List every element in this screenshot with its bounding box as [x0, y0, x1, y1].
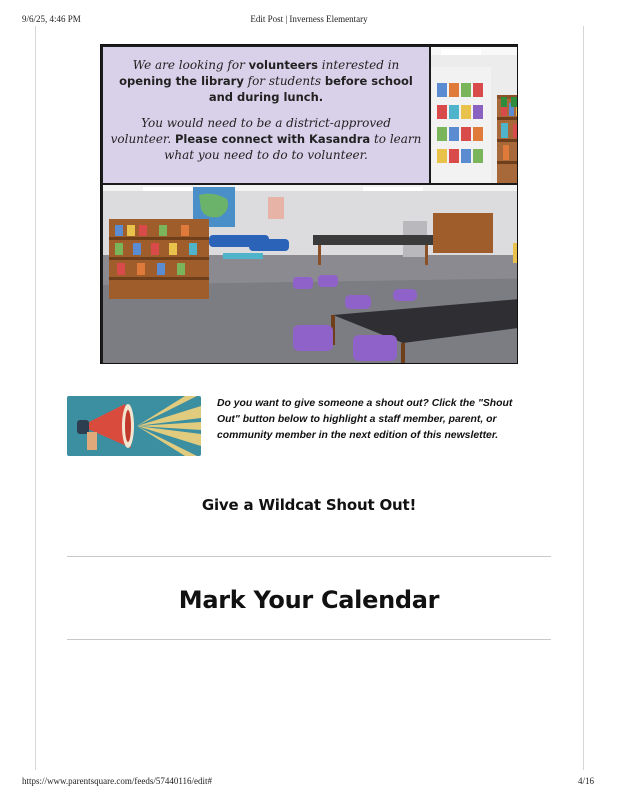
- library-room-photo: [103, 185, 518, 363]
- divider-top: [67, 556, 551, 557]
- divider-bottom: [67, 639, 551, 640]
- print-page-title: Edit Post | Inverness Elementary: [250, 14, 368, 24]
- shout-out-button[interactable]: Give a Wildcat Shout Out!: [201, 496, 417, 514]
- volunteer-flyer-text: [109, 57, 423, 163]
- megaphone-icon: [67, 396, 201, 456]
- library-bookshelf-photo: [431, 47, 518, 183]
- shout-out-description: Do you want to give someone a shout out? Click the "Shout Out" button below to highlight a staff member, parent, or community member in the next edition of this newsletter.: [217, 398, 513, 441]
- print-datetime: 9/6/25, 4:46 PM: [22, 14, 81, 24]
- megaphone-illustration: [67, 396, 201, 456]
- bookshelf-illustration: [431, 47, 518, 183]
- left-margin-line: [35, 26, 36, 770]
- volunteer-paragraph-1: We are looking for volunteers interested in opening the library for students before school and during lunch.: [119, 58, 413, 104]
- right-margin-line: [583, 26, 584, 770]
- volunteer-paragraph-2: You would need to be a district-approved volunteer. Please connect with Kasandra to learn what you need to do to volunteer.: [110, 116, 422, 162]
- volunteer-text-panel: [103, 47, 429, 183]
- library-volunteer-image: [100, 44, 518, 364]
- print-url: https://www.parentsquare.com/feeds/57440116/edit#: [22, 776, 213, 786]
- print-page-number: 4/16: [577, 776, 594, 786]
- library-room-illustration: [103, 185, 518, 363]
- mark-your-calendar-heading: Mark Your Calendar: [178, 586, 440, 614]
